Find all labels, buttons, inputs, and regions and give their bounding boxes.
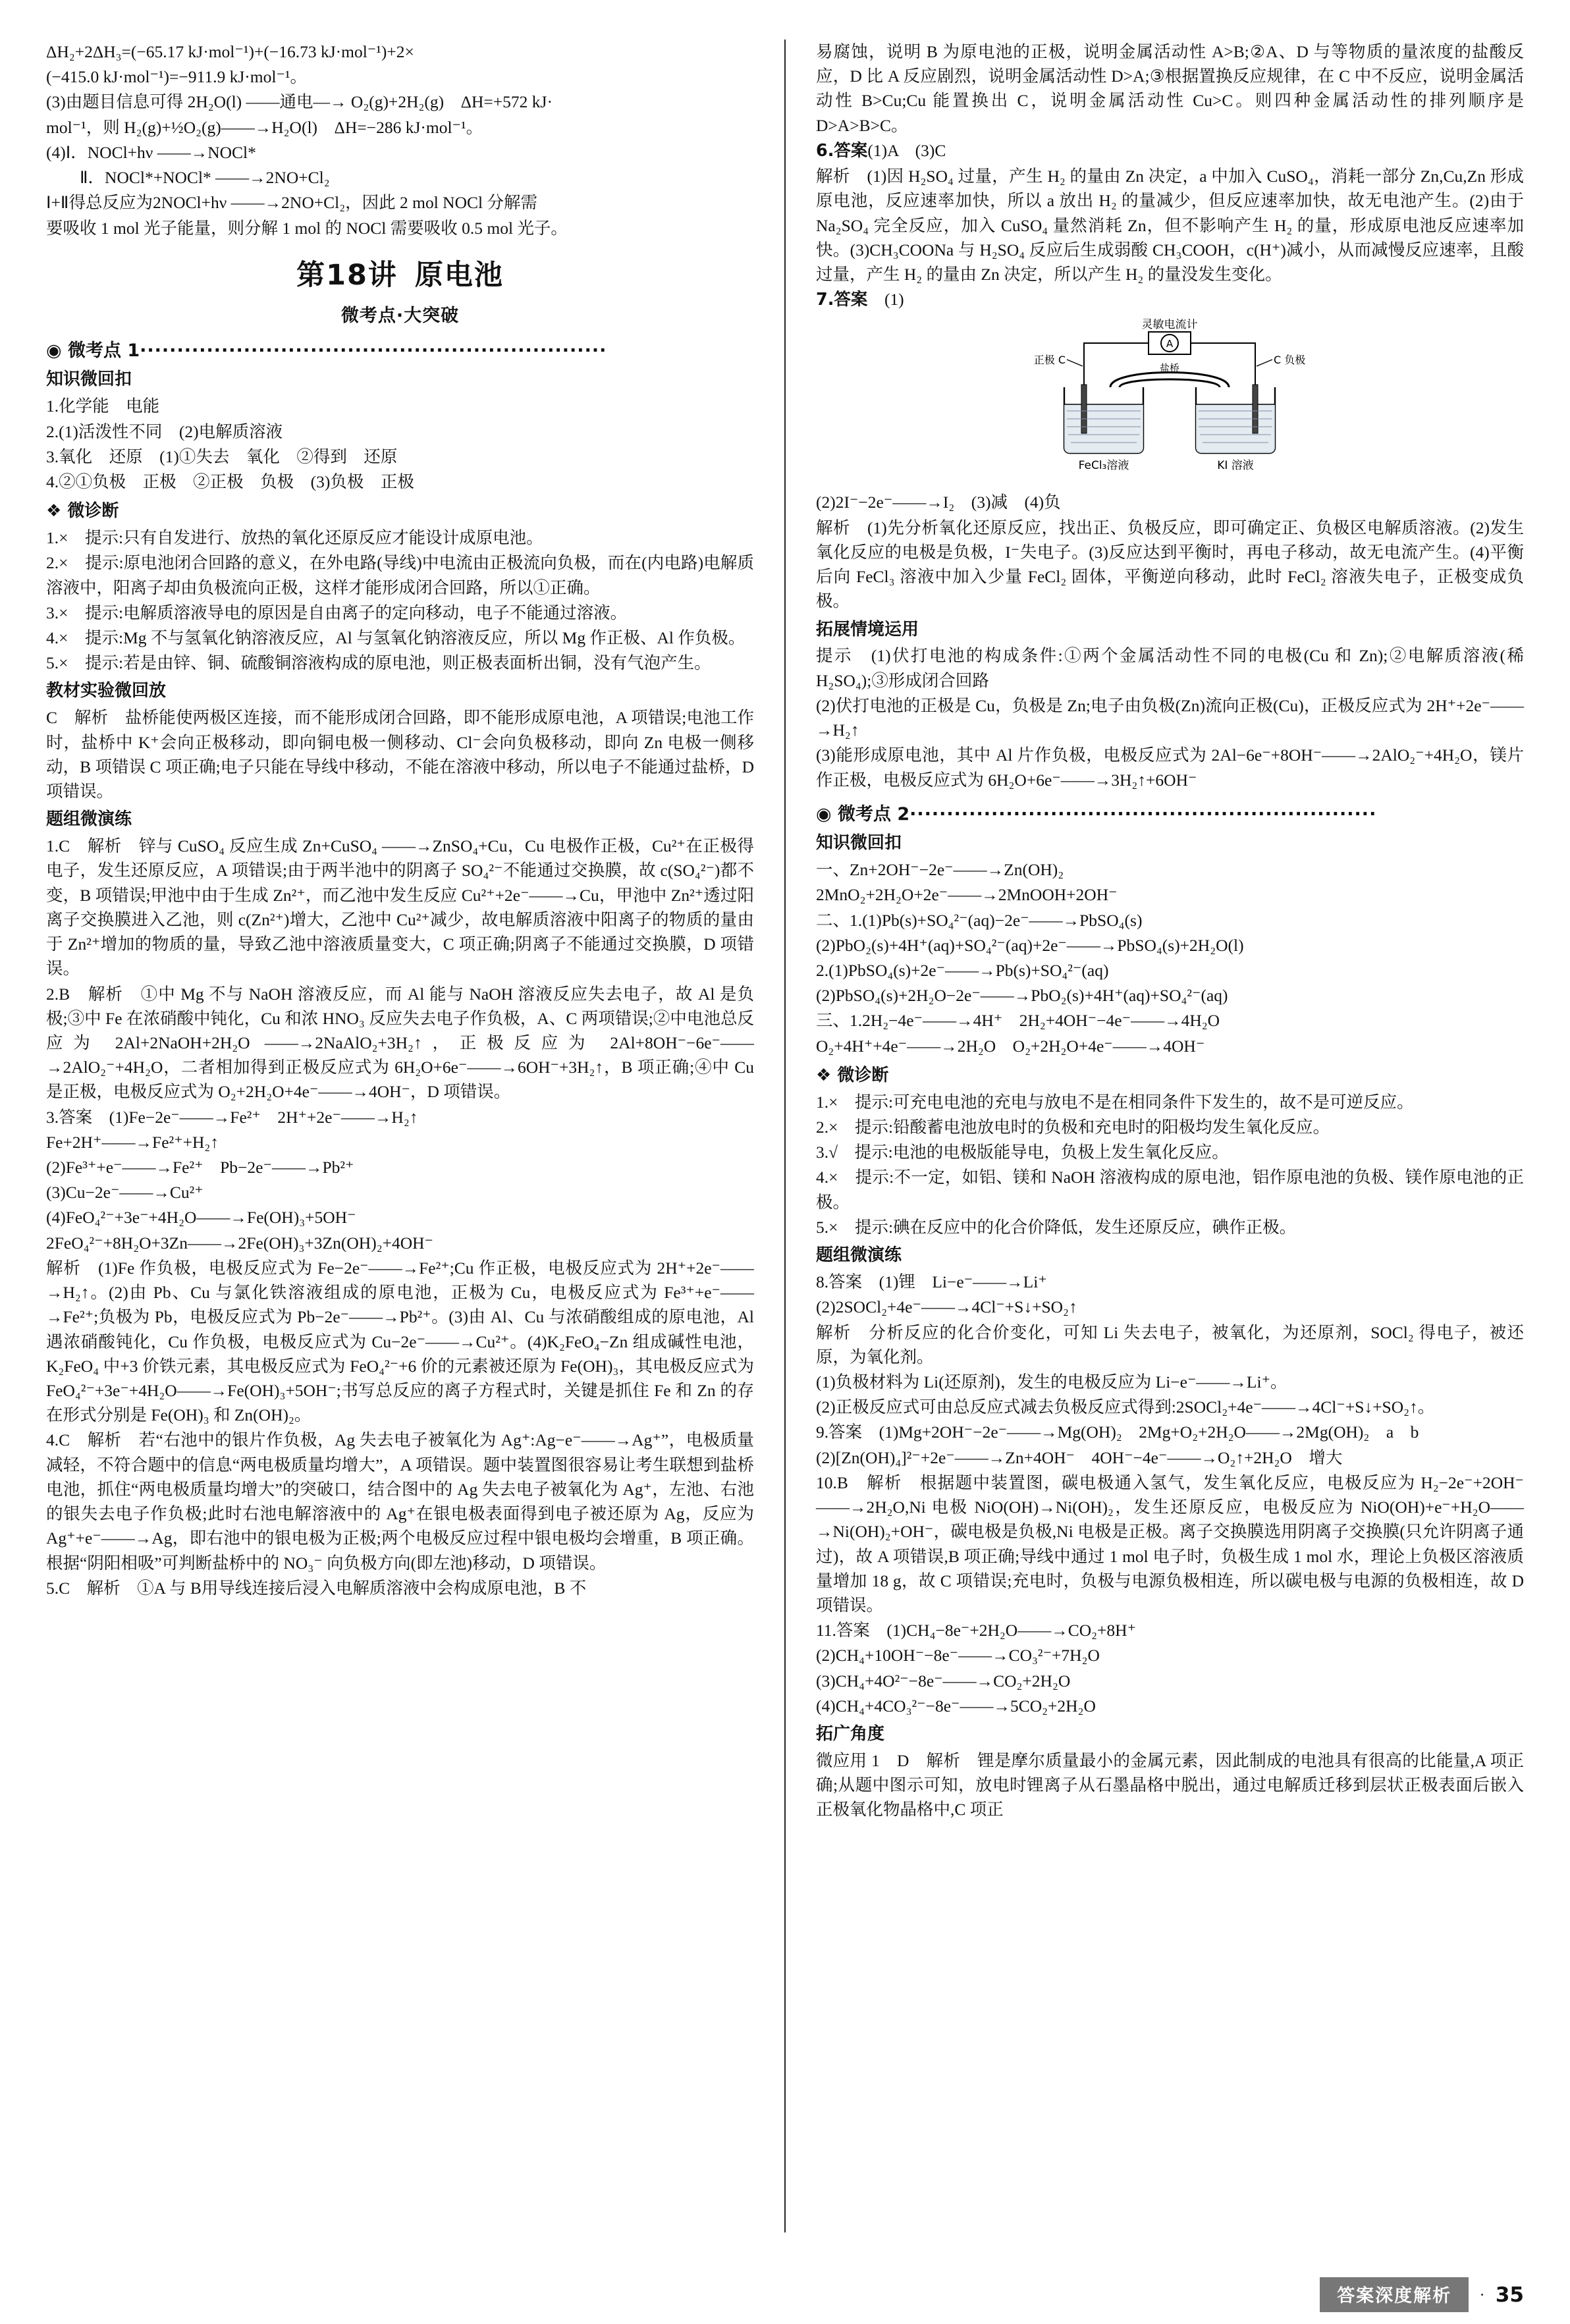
micro-diagnosis-2-heading: ❖ 微诊断 <box>815 1065 889 1085</box>
diagnosis2-item: 1.× 提示:可充电电池的充电与放电不是在相同条件下发生的，故不是可逆反应。 <box>815 1092 1414 1112</box>
practice-item: 5.C 解析 ①A 与 B用导线连接后浸入电解质溶液中会构成原电池，B 不 <box>46 1578 587 1598</box>
practice-item: Fe+2H⁺——→Fe²⁺+H₂↑ <box>46 1132 219 1152</box>
knowledge-item: 4.②①负极 正极 ②正极 负极 (3)负极 正极 <box>46 472 414 491</box>
footer-dot: · <box>1479 2284 1485 2304</box>
meter-caption: 灵敏电流计 <box>1141 319 1198 332</box>
micro-point-1-heading: ◉ 微考点 1······························································· <box>46 340 607 361</box>
diagnosis2-item: 5.× 提示:碘在反应中的化合价降低，发生还原反应，碘作正极。 <box>815 1217 1297 1237</box>
right-top-text: 易腐蚀，说明 B 为原电池的正极，说明金属活动性 A>B;②A、D 与等物质的量浓度的盐酸反应，D 比 A 反应剧烈，说明金属活动性 D>A;③根据置换反应规律，在 C 中不反应，说明金属活动性 B>Cu;Cu 能置换出 C，说明金属活动性 Cu>C。则四种金属活动性的排列顺序是 D>A>B>C。 <box>815 42 1524 135</box>
diagnosis-item: 2.× 提示:原电池闭合回路的意义，在外电路(导线)中电流由正极流向负极，而在(内电路)电解质溶液中，阳离子却由负极流向正极，这样才能形成闭合回路，所以①正确。 <box>46 553 755 597</box>
left-column <box>46 40 754 2232</box>
page-footer <box>1320 2277 1524 2312</box>
textbook-experiment-heading: 教材实验微回放 <box>46 681 167 701</box>
practice-item: 1.C 解析 锌与 CuSO₄ 反应生成 Zn+CuSO₄ ——→ZnSO₄+Cu，Cu 电极作正极，Cu²⁺在正极得电子，发生还原反应，A 项错误;由于两半池中的阴离子 SO₄²⁻不能通过交换膜，故 c(SO₄²⁻)都不变，B 项错误;甲池中由于生成 Zn²⁺，而乙池中发生反应 Cu²⁺+2e⁻——→Cu，甲池中 Zn²⁺透过阳离子交换膜进入乙池，则 c(Zn²⁺)增大，乙池中 Cu²⁺减少，故电解质溶液中阳离子的物质的量由于 Zn²⁺增加的物质的量，导致乙池中溶液质量变大，C 项正确;阴离子不能通过交换膜，D 项错误。 <box>46 836 755 979</box>
practice2-item: 解析 分析反应的化合价变化，可知 Li 失去电子，被氧化，为还原剂，SOCl₂ 得电子，被还原，为氧化剂。 <box>815 1322 1524 1366</box>
knowledge2-item: 一、Zn+2OH⁻−2e⁻——→Zn(OH)₂ <box>815 860 1064 880</box>
practice2-item: 9.答案 (1)Mg+2OH⁻−2e⁻——→Mg(OH)₂ 2Mg+O₂+2H₂O——→2Mg(OH)₂ a b <box>815 1422 1419 1442</box>
page-number: 35 <box>1495 2283 1524 2307</box>
dots-filler: ······························································· <box>140 340 607 361</box>
knowledge2-recall-heading: 知识微回扣 <box>815 833 902 853</box>
micro-diagnosis-heading: ❖ 微诊断 <box>46 501 119 522</box>
practice-item: 4.C 解析 若“右池中的银片作负极，Ag 失去电子被氧化为 Ag⁺:Ag−e⁻——→Ag⁺”，电极质量减轻，不符合题中的信息“两电极质量均增大”，A 项错误。题中装置图很容易让考生联想到盐桥电池，抓住“两电极质量均增大”的突破口，结合图中的 Ag 失去电子被氧化为 Ag⁺，左池、右池的银失去电子作负极;此时右池电解溶液中的 Ag⁺在银电极表面得到电子被还原为 Ag，反应为 Ag⁺+e⁻——→Ag，即右池中的银电极为正极;两个电极反应过程中银电极均会增重，B 项正确。根据“阴阳相吸”可判断盐桥中的 NO₃⁻ 向负极方向(即左池)移动，D 项错误。 <box>46 1430 755 1573</box>
practice2-item: (2)正极反应式可由总反应式减去负极反应式得到:2SOCl₂+4e⁻——→4Cl⁻+S↓+SO₂↑。 <box>815 1397 1435 1417</box>
knowledge2-item: 二、1.(1)Pb(s)+SO₄²⁻(aq)−2e⁻——→PbSO₄(s) <box>815 910 1143 930</box>
left-solution-label: FeCl₃溶液 <box>1079 459 1129 473</box>
item6-analysis: 解析 (1)因 H₂SO₄ 过量，产生 H₂ 的量由 Zn 决定，a 中加入 CuSO₄，消耗一部分 Zn,Cu,Zn 形成原电池，反应速率加快，所以 a 放出 H₂ 的量减少，但反应速率加快，故无电池产生。(2)由于 Na₂SO₄ 完全反应，加入 CuSO₄ 量然消耗 Zn，但不影响产生 H₂ 的量，形成原电池反应速率加快。(3)CH₃COONa 与 H₂SO₄ 反应后生成弱酸 CH₃COOH，c(H⁺)减小，从而减慢反应速率，且酸过量，产生 H₂ 的量由 Zn 决定，所以产生 H₂ 的量没发生变化。 <box>815 167 1524 284</box>
section-subtitle: 微考点·大突破 <box>340 305 460 326</box>
knowledge2-item: 三、1.2H₂−4e⁻——→4H⁺ 2H₂+4OH⁻−4e⁻——→4H₂O <box>815 1011 1220 1031</box>
knowledge2-item: 2MnO₂+2H₂O+2e⁻——→2MnOOH+2OH⁻ <box>815 885 1118 905</box>
practice-item: 3.答案 (1)Fe−2e⁻——→Fe²⁺ 2H⁺+2e⁻——→H₂↑ <box>46 1107 418 1127</box>
item6-answer: (1)A (3)C <box>867 140 946 160</box>
practice2-item: (2)[Zn(OH)₄]²⁻+2e⁻——→Zn+4OH⁻ 4OH⁻−4e⁻——→O₂↑+2H₂O 增大 <box>815 1447 1343 1467</box>
chapter-title: 原电池 <box>414 258 504 292</box>
practice2-item: 11.答案 (1)CH₄−8e⁻+2H₂O——→CO₂+8H⁺ <box>815 1621 1137 1640</box>
knowledge-item: 1.化学能 电能 <box>46 396 160 416</box>
left-top-line-6: Ⅱ．NOCl*+NOCl* ——→2NO+Cl₂ <box>46 168 330 188</box>
item7-answer: (2)2I⁻−2e⁻——→I₂ (3)减 (4)负 <box>815 493 1061 512</box>
expand2-text: 微应用 1 D 解析 锂是摩尔质量最小的金属元素，因此制成的电池具有很高的比能量,A 项正确;从题中图示可知，放电时锂离子从石墨晶格中脱出，通过电解质迁移到层状正极表面后嵌入正极氧化物晶格中,C 项正 <box>815 1750 1524 1820</box>
svg-text:C 负极: C 负极 <box>1274 354 1306 367</box>
item7-analysis: 解析 (1)先分析氧化还原反应，找出正、负极反应，即可确定正、负极区电解质溶液。(2)发生氧化反应的电极是负极，I⁻失电子。(3)反应达到平衡时，再电子移动，故无电流产生。(4)平衡后向 FeCl₃ 溶液中加入少量 FeCl₂ 固体，平衡逆向移动，此时 FeCl₂ 溶液失电子，正极变成负极。 <box>815 518 1524 611</box>
item6-label: 6.答案 <box>815 140 868 161</box>
knowledge-item: 3.氧化 还原 (1)①失去 氧化 ②得到 还原 <box>46 446 398 466</box>
diagnosis2-item: 4.× 提示:不一定，如铝、镁和 NaOH 溶液构成的原电池，铝作原电池的负极、镁作原电池的正极。 <box>815 1168 1524 1212</box>
practice2-item: 8.答案 (1)锂 Li−e⁻——→Li⁺ <box>815 1272 1047 1292</box>
practice2-item: 10.B 解析 根据题中装置图，碳电极通入氢气，发生氧化反应，电极反应为 H₂−2e⁻+2OH⁻——→2H₂O,Ni 电极 NiO(OH)→Ni(OH)₂，发生还原反应，电极反应为 NiO(OH)+e⁻+H₂O——→Ni(OH)₂+OH⁻，碳电极是负极,Ni 电极是正极。离子交换膜选用阴离子交换膜(只允许阴离子通过)，故 A 项错误,B 项正确;导线中通过 1 mol 电子时，负极生成 1 mol 水，理论上负极区溶液质量增加 18 g，故 C 项错误;充电时，负极与电源负极相连，所以碳电极与电源的负极相连，故 D 项错误。 <box>815 1473 1524 1615</box>
svg-text:盐桥: 盐桥 <box>1160 362 1180 375</box>
practice-item: (2)Fe³⁺+e⁻——→Fe²⁺ Pb−2e⁻——→Pb²⁺ <box>46 1158 354 1177</box>
practice2-item: (1)负极材料为 Li(还原剂)，发生的电极反应为 Li−e⁻——→Li⁺。 <box>815 1372 1287 1392</box>
left-top-line-8: 要吸收 1 mol 光子能量，则分解 1 mol 的 NOCl 需要吸收 0.5 mol 光子。 <box>46 218 568 238</box>
knowledge2-item: 2.(1)PbSO₄(s)+2e⁻——→Pb(s)+SO₄²⁻(aq) <box>815 961 1109 980</box>
galvanic-cell-figure <box>816 319 1524 483</box>
diagnosis-item: 3.× 提示:电解质溶液导电的原因是自由离子的定向移动，电子不能通过溶液。 <box>46 603 628 622</box>
expand-angle-heading: 拓广角度 <box>815 1724 884 1744</box>
diagnosis-item: 5.× 提示:若是由锌、铜、硫酸铜溶液构成的原电池，则正极表面析出铜，没有气泡产生。 <box>46 653 711 673</box>
left-top-line-7: Ⅰ+Ⅱ得总反应为2NOCl+hν ——→2NO+Cl₂，因此 2 mol NOCl 分解需 <box>46 193 537 213</box>
expand-item: (2)伏打电池的正极是 Cu，负极是 Zn;电子由负极(Zn)流向正极(Cu)，正极反应式为 2H⁺+2e⁻——→H₂↑ <box>815 695 1524 740</box>
knowledge2-item: (2)PbSO₄(s)+2H₂O−2e⁻——→PbO₂(s)+4H⁺(aq)+SO₄²⁻(aq) <box>815 986 1228 1006</box>
footer-label: 答案深度解析 <box>1320 2277 1469 2312</box>
column-divider <box>784 40 786 2232</box>
practice-group-heading: 题组微演练 <box>46 809 132 830</box>
practice2-item: (2)CH₄+10OH⁻−8e⁻——→CO₃²⁻+7H₂O <box>815 1646 1100 1665</box>
expand-item: (3)能形成原电池，其中 Al 片作负极，电极反应式为 2Al−6e⁻+8OH⁻——→2AlO₂⁻+4H₂O，镁片作正极，电极反应式为 6H₂O+6e⁻——→3H₂↑+6OH⁻ <box>815 745 1524 790</box>
item7-label-line <box>816 287 1524 312</box>
practice-item: 解析 (1)Fe 作负极，电极反应式为 Fe−2e⁻——→Fe²⁺;Cu 作正极，电极反应式为 2H⁺+2e⁻——→H₂↑。(2)由 Pb、Cu 与氯化铁溶液组成的原电池，正极为 Cu，电极反应式为 Fe³⁺+e⁻——→Fe²⁺;负极为 Pb，电极反应式为 Pb−2e⁻——→Pb²⁺。(3)由 Al、Cu 与浓硝酸组成的原电池，Al 遇浓硝酸钝化，Cu 作负极，电极反应式为 Cu−2e⁻——→Cu²⁺。(4)K₂FeO₄−Zn 组成碱性电池，K₂FeO₄ 中+3 价铁元素，其电极反应式为 FeO₄²⁻+6 价的元素被还原为 Fe(OH)₃，其电极反应式为 FeO₄²⁻+3e⁻+4H₂O——→Fe(OH)₃+5OH⁻;书写总反应的离子方程式时，关键是抓住 Fe 和 Zn 的存在形式分别是 Fe(OH)₃ 和 Zn(OH)₂。 <box>46 1258 755 1425</box>
left-top-line-2: (−415.0 kJ·mol⁻¹)=−911.9 kJ·mol⁻¹。 <box>46 67 308 87</box>
left-top-line-4: mol⁻¹，则 H₂(g)+½O₂(g)——→H₂O(l) ΔH=−286 kJ·mol⁻¹。 <box>46 117 483 137</box>
knowledge-recall-heading: 知识微回扣 <box>46 369 132 390</box>
chapter-number: 第18讲 <box>296 258 398 292</box>
practice-item: (3)Cu−2e⁻——→Cu²⁺ <box>46 1183 203 1203</box>
diagnosis-item: 1.× 提示:只有自发进行、放热的氧化还原反应才能设计成原电池。 <box>46 528 543 548</box>
galvanic-cell-svg <box>985 319 1354 483</box>
practice-item: (4)FeO₄²⁻+3e⁻+4H₂O——→Fe(OH)₃+5OH⁻ <box>46 1208 356 1228</box>
knowledge-item: 2.(1)活泼性不同 (2)电解质溶液 <box>46 421 283 441</box>
chapter-heading <box>46 255 754 296</box>
micro-point-2-heading: ◉ 微考点 2······························································· <box>815 803 1377 824</box>
item7-label: 7.答案 <box>815 290 868 310</box>
diagnosis2-item: 3.√ 提示:电池的电极版能导电，负极上发生氧化反应。 <box>815 1143 1229 1162</box>
knowledge2-item: O₂+4H⁺+4e⁻——→2H₂O O₂+2H₂O+4e⁻——→4OH⁻ <box>815 1036 1205 1056</box>
knowledge2-item: (2)PbO₂(s)+4H⁺(aq)+SO₄²⁻(aq)+2e⁻——→PbSO₄(s)+2H₂O(l) <box>815 935 1244 955</box>
diagnosis-item: 4.× 提示:Mg 不与氢氧化钠溶液反应，Al 与氢氧化钠溶液反应，所以 Mg 作正极、Al 作负极。 <box>46 628 745 647</box>
left-top-line-5: (4)Ⅰ．NOCl+hν ——→NOCl* <box>46 142 256 162</box>
diagnosis2-item: 2.× 提示:铅酸蓄电池放电时的负极和充电时的阳极均发生氧化反应。 <box>815 1118 1330 1137</box>
left-top-line-1: ΔH₂+2ΔH₃=(−65.17 kJ·mol⁻¹)+(−16.73 kJ·mol⁻¹)+2× <box>46 42 414 61</box>
practice-item: 2FeO₄²⁻+8H₂O+3Zn——→2Fe(OH)₃+3Zn(OH)₂+4OH⁻ <box>46 1233 434 1253</box>
textbook-experiment-text: C 解析 盐桥能使两极区连接，而不能形成闭合回路，即不能形成原电池，A 项错误;电池工作时，盐桥中 K⁺会向正极移动，即向铜电极一侧移动、Cl⁻会向负极移动，即向 Zn 电极一侧移动，B 项错误 C 项正确;电子只能在导线中移动，不能在溶液中移动，所以电子不能通过盐桥，D 项错误。 <box>46 708 755 801</box>
svg-text:A: A <box>1166 338 1174 350</box>
practice2-item: (2)2SOCl₂+4e⁻——→4Cl⁻+S↓+SO₂↑ <box>815 1297 1077 1317</box>
practice2-item: (4)CH₄+4CO₃²⁻−8e⁻——→5CO₂+2H₂O <box>815 1696 1096 1716</box>
item7-number: (1) <box>884 290 904 310</box>
left-top-line-3: (3)由题目信息可得 2H₂O(l) ——通电—→ O₂(g)+2H₂(g) ΔH=+572 kJ· <box>46 92 553 112</box>
item6-label-line <box>816 138 1524 163</box>
practice-group-2-heading: 题组微演练 <box>815 1245 902 1266</box>
expand-context-heading: 拓展情境运用 <box>815 619 919 639</box>
practice-item: 2.B 解析 ①中 Mg 不与 NaOH 溶液反应，而 Al 能与 NaOH 溶液反应失去电子，故 Al 是负极;③中 Fe 在浓硝酸中钝化，Cu 和浓 HNO₃ 反应失去电子作负极，A、C 两项错误;②中电池总反应为 2Al+2NaOH+2H₂O ——→2NaAlO₂+3H₂↑，正极反应为 2Al+8OH⁻−6e⁻——→2AlO₂⁻+4H₂O，二者相加得到正极反应式为 6H₂O+6e⁻——→6OH⁻+3H₂↑，B 项正确;④中 Cu 是正极，电极反应式为 O₂+2H₂O+4e⁻——→4OH⁻，D 项错误。 <box>46 984 755 1102</box>
right-column <box>816 40 1524 2232</box>
dots-filler: ······························································· <box>909 803 1377 824</box>
right-solution-label: KI 溶液 <box>1217 459 1255 473</box>
two-column-layout <box>46 40 1524 2232</box>
expand-item: 提示 (1)伏打电池的构成条件:①两个金属活动性不同的电极(Cu 和 Zn);②电解质溶液(稀 H₂SO₄);③形成闭合回路 <box>815 646 1524 690</box>
svg-text:正极 C: 正极 C <box>1034 354 1066 367</box>
practice2-item: (3)CH₄+4O²⁻−8e⁻——→CO₂+2H₂O <box>815 1671 1071 1690</box>
